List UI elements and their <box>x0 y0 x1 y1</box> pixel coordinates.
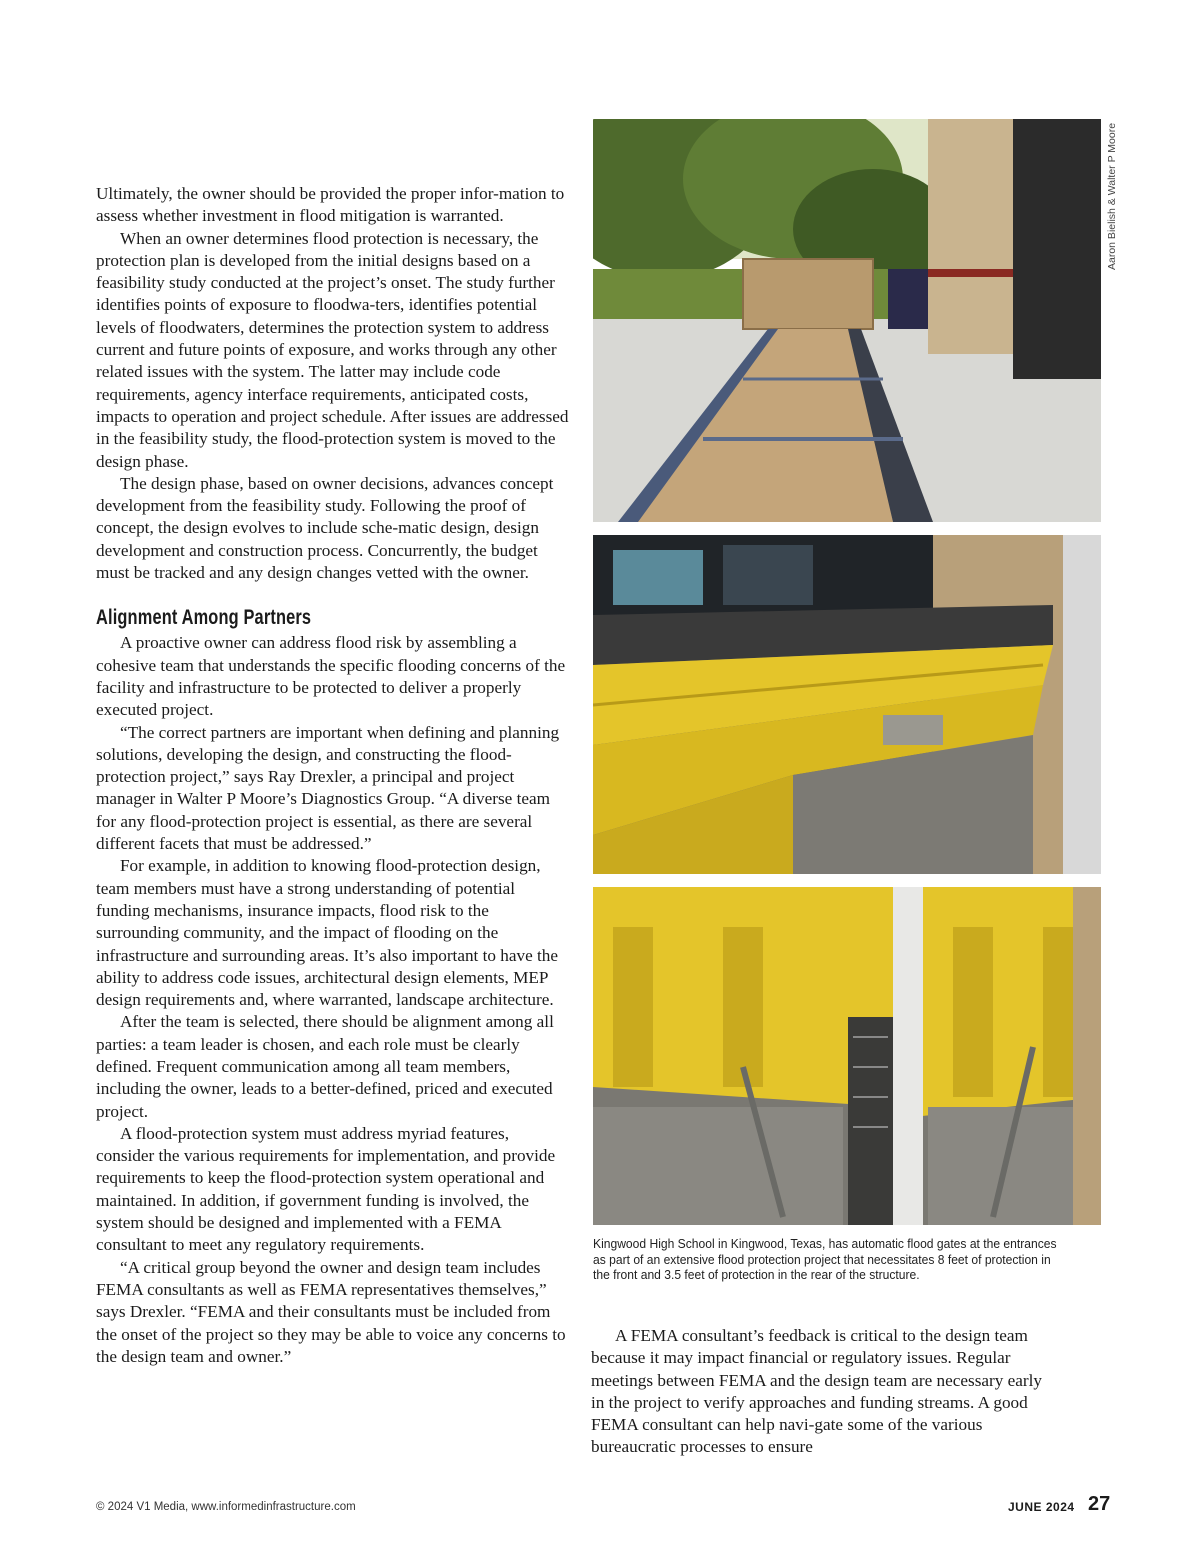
body-paragraph: “A critical group beyond the owner and design team includes FEMA consultants as well as FEMA representatives themselves,” says Drexler. “FEMA and their consultants must be included from the onset of the project so they may be able to voice any concerns to the design team and owner.” <box>96 1257 566 1366</box>
body-paragraph: After the team is selected, there should be alignment among all parties: a team leader is chosen, and each role must be clearly defined. Frequent communication among all team members, including the owner, leads to a better-defined, priced and executed project. <box>96 1012 554 1121</box>
section-heading: Alignment Among Partners <box>96 606 312 630</box>
flood-gate-track-photo <box>593 119 1101 522</box>
article-left-column <box>96 183 570 1368</box>
gate-structure-photo <box>593 887 1101 1225</box>
body-paragraph: For example, in addition to knowing flood-protection design, team members must have a strong understanding of potential funding mechanisms, insurance impacts, flood risk to the surrounding community, and the impact of flooding on the infrastructure and surrounding areas. It’s also important to have the ability to address code issues, architectural design elements, MEP design requirements and, where warranted, landscape architecture. <box>96 856 559 1010</box>
body-paragraph: A proactive owner can address flood risk by assembling a cohesive team that understands the specific flooding concerns of the facility and infrastructure to be protected to deliver a properly executed project. <box>96 633 566 720</box>
issue-date: JUNE 2024 <box>1008 1500 1075 1514</box>
article-right-column <box>591 1325 1051 1459</box>
body-paragraph: A flood-protection system must address myriad features, consider the various requirements for implementation, and provide requirements to keep the flood-protection system operational and maintained. In addition, if government funding is involved, the system should be designed and implemented with a FEMA consultant to meet any regulatory requirements. <box>96 1123 556 1255</box>
body-paragraph: “The correct partners are important when defining and planning solutions, developing the design, and constructing the flood-protection project,” says Ray Drexler, a principal and project manager in Walter P Moore’s Diagnostics Group. “A diverse team for any flood-protection project is essential, as there are several different facets that must be addressed.” <box>96 722 560 854</box>
page-number: 27 <box>1088 1493 1111 1515</box>
body-paragraph: When an owner determines flood protection is necessary, the protection plan is developed from the initial designs based on a feasibility study conducted at the project’s onset. The study further identifies points of exposure to floodwa-ters, identifies potential levels of floodwaters, determines the protection system to address current and future points of exposure, and works through any other related issues with the system. The latter may include code requirements, agency interface requirements, anticipated costs, impacts to operation and project schedule. After issues are addressed in the feasibility study, the flood-protection system is moved to the design phase. <box>96 228 569 471</box>
photo-caption: Kingwood High School in Kingwood, Texas, has automatic flood gates at the entrances as part of an extensive flood protection project that necessitates 8 feet of protection in the front and 3.5 feet of protection in the rear of the structure. <box>593 1236 1057 1282</box>
body-paragraph: A FEMA consultant’s feedback is critical to the design team because it may impact financial or regulatory issues. Regular meetings between FEMA and the design team are necessary early in the project to verify approaches and funding streams. A good FEMA consultant can help navi-gate some of the various bureaucratic processes to ensure <box>591 1326 1043 1457</box>
photo-credit: Aaron Bielish & Walter P Moore <box>1106 122 1118 270</box>
gate-underside-photo <box>593 535 1101 874</box>
copyright-footer: © 2024 V1 Media, www.informedinfrastructure.com <box>96 1501 356 1513</box>
body-paragraph: The design phase, based on owner decisions, advances concept development from the feasibility study. Following the proof of concept, the design evolves to include sche-matic design, design development and construction process. Concurrently, the budget must be tracked and any design changes vetted with the owner. <box>96 473 554 583</box>
body-paragraph: Ultimately, the owner should be provided the proper infor-mation to assess whether investment in flood mitigation is warranted. <box>96 184 565 226</box>
